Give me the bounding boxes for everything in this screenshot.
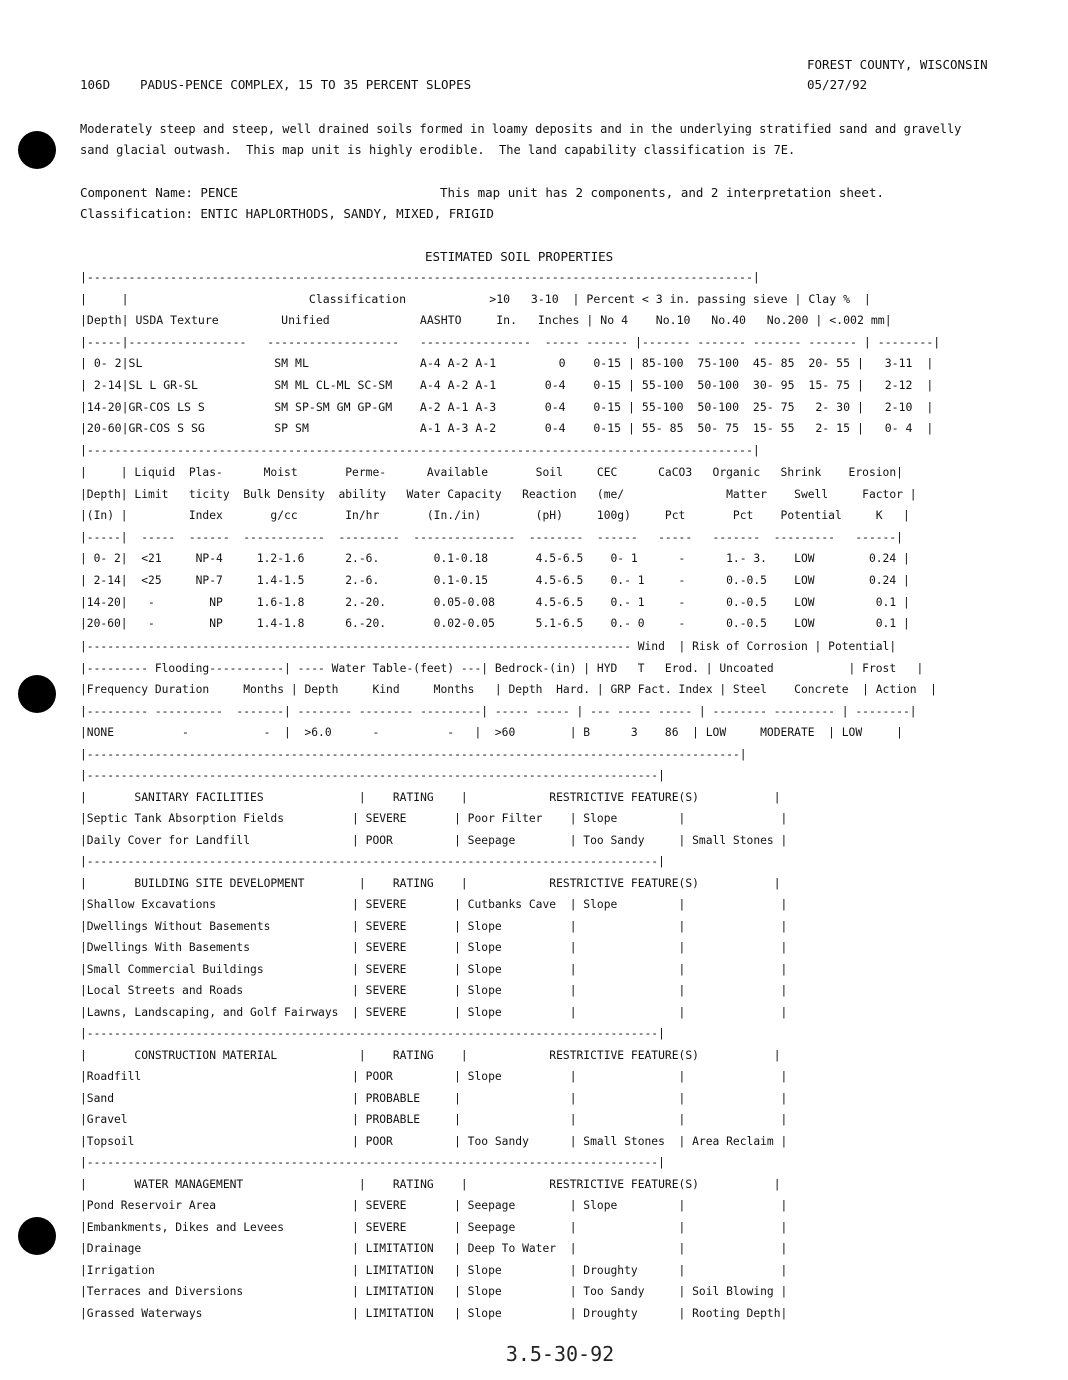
map-symbol: 106D <box>80 77 111 92</box>
report-date: 05/27/92 <box>807 77 868 92</box>
water-features-table: |-------------------------------------------------------------------------------- Wind | Risk of Corrosion | Potential| |--------- Flooding-----------| ---- Water Table-(feet) ---| Bedrock-(in) | HYD T Erod. | Uncoated | Frost | |Frequency Duration Months | Depth Kind Months | Depth Hard. | GRP Fact. Index | Steel Concrete | Action | |--------- ---------- -------| -------- -------- ---------| ----- ----- | --- ----- ----- | -------- --------- | --------| |NONE - - | >6.0 - - | >60 | B 3 86 | LOW MODERATE | LOW | |------------------------------------------------------------------------------------------------| <box>80 640 937 761</box>
classification: Classification: ENTIC HAPLORTHODS, SANDY, MIXED, FRIGID <box>80 206 494 221</box>
map-unit-name: PADUS-PENCE COMPLEX, 15 TO 35 PERCENT SLOPES <box>140 77 472 92</box>
punch-hole-bottom <box>18 1217 56 1255</box>
interpretations-table: |------------------------------------------------------------------------------------| | SANITARY FACILITIES | RATING | RESTRICTIVE FEATURE(S) | |Septic Tank Absorption Fields | SEVERE | Poor Filter | Slope | | |Daily Cover for Landfill | POOR | Seepage | Too Sandy | Small Stones | |------------------------------------------------------------------------------------| | BUILDING SITE DEVELOPMENT | RATING | RESTRICTIVE FEATURE(S) | |Shallow Excavations | SEVERE | Cutbanks Cave | Slope | | |Dwellings Without Basements | SEVERE | Slope | | | |Dwellings With Basements | SEVERE | Slope | | | |Small Commercial Buildings | SEVERE | Slope | | | |Local Streets and Roads | SEVERE | Slope | | | |Lawns, Landscaping, and Golf Fairways | SEVERE | Slope | | | |------------------------------------------------------------------------------------| | CONSTRUCTION MATERIAL | RATING | RESTRICTIVE FEATURE(S) | |Roadfill | POOR | Slope | | | |Sand | PROBABLE | | | | |Gravel | PROBABLE | | | | |Topsoil | POOR | Too Sandy | Small Stones | Area Reclaim | |------------------------------------------------------------------------------------| | WATER MANAGEMENT | RATING | RESTRICTIVE FEATURE(S) | |Pond Reservoir Area | SEVERE | Seepage | Slope | | |Embankments, Dikes and Levees | SEVERE | Seepage | | | |Drainage | LIMITATION | Deep To Water | | | |Irrigation | LIMITATION | Slope | Droughty | | |Terraces and Diversions | LIMITATION | Slope | Too Sandy | Soil Blowing | |Grassed Waterways | LIMITATION | Slope | Droughty | Rooting Depth| <box>80 769 788 1320</box>
component-name: Component Name: PENCE <box>80 185 239 200</box>
description-line-1: Moderately steep and steep, well drained soils formed in loamy deposits and in the underlying stratified sand and gravelly <box>80 122 962 136</box>
punch-hole-top <box>18 131 56 169</box>
components-note: This map unit has 2 components, and 2 interpretation sheet. <box>440 185 885 200</box>
soil-physical-properties-table: | | Liquid Plas- Moist Perme- Available Soil CEC CaCO3 Organic Shrink Erosion| |Depth| Limit ticity Bulk Density ability Water Capacity Reaction (me/ Matter Swell Factor | |(In) | Index g/cc In/hr (In./in) (pH) 100g) Pct Pct Potential K | |-----| ----- ------ ------------ --------- --------------- -------- ------ ----- ------- --------- ------| | 0- 2| <21 NP-4 1.2-1.6 2.-6. 0.1-0.18 4.5-6.5 0- 1 - 1.- 3. LOW 0.24 | | 2-14| <25 NP-7 1.4-1.5 2.-6. 0.1-0.15 4.5-6.5 0.- 1 - 0.-0.5 LOW 0.24 | |14-20| - NP 1.6-1.8 2.-20. 0.05-0.08 4.5-6.5 0.- 1 - 0.-0.5 LOW 0.1 | |20-60| - NP 1.4-1.8 6.-20. 0.02-0.05 5.1-6.5 0.- 0 - 0.-0.5 LOW 0.1 | <box>80 466 917 631</box>
soil-classification-table: |------------------------------------------------------------------------------------------------| | | Classification >10 3-10 | Percent < 3 in. passing sieve | Clay % | |Depth| USDA Texture Unified AASHTO In. Inches | No 4 No.10 No.40 No.200 | <.002 mm| |-----|----------------- ------------------- ---------------- ----- ------ |------- ------- ------- ------- | --------| | 0- 2|SL SM ML A-4 A-2 A-1 0 0-15 | 85-100 75-100 45- 85 20- 55 | 3-11 | | 2-14|SL L GR-SL SM ML CL-ML SC-SM A-4 A-2 A-1 0-4 0-15 | 55-100 50-100 30- 95 15- 75 | 2-12 | |14-20|GR-COS LS S SM SP-SM GM GP-GM A-2 A-1 A-3 0-4 0-15 | 55-100 50-100 25- 75 2- 30 | 2-10 | |20-60|GR-COS S SG SP SM A-1 A-3 A-2 0-4 0-15 | 55- 85 50- 75 15- 55 2- 15 | 0- 4 | |------------------------------------------------------------------------------------------------| <box>80 271 941 457</box>
county-name: FOREST COUNTY, WISCONSIN <box>807 57 988 72</box>
page-number: 3.5-30-92 <box>505 1342 615 1366</box>
soil-properties-title: ESTIMATED SOIL PROPERTIES <box>425 249 614 264</box>
punch-hole-middle <box>18 675 56 713</box>
description-line-2: sand glacial outwash. This map unit is highly erodible. The land capability classification is 7E. <box>80 143 796 157</box>
